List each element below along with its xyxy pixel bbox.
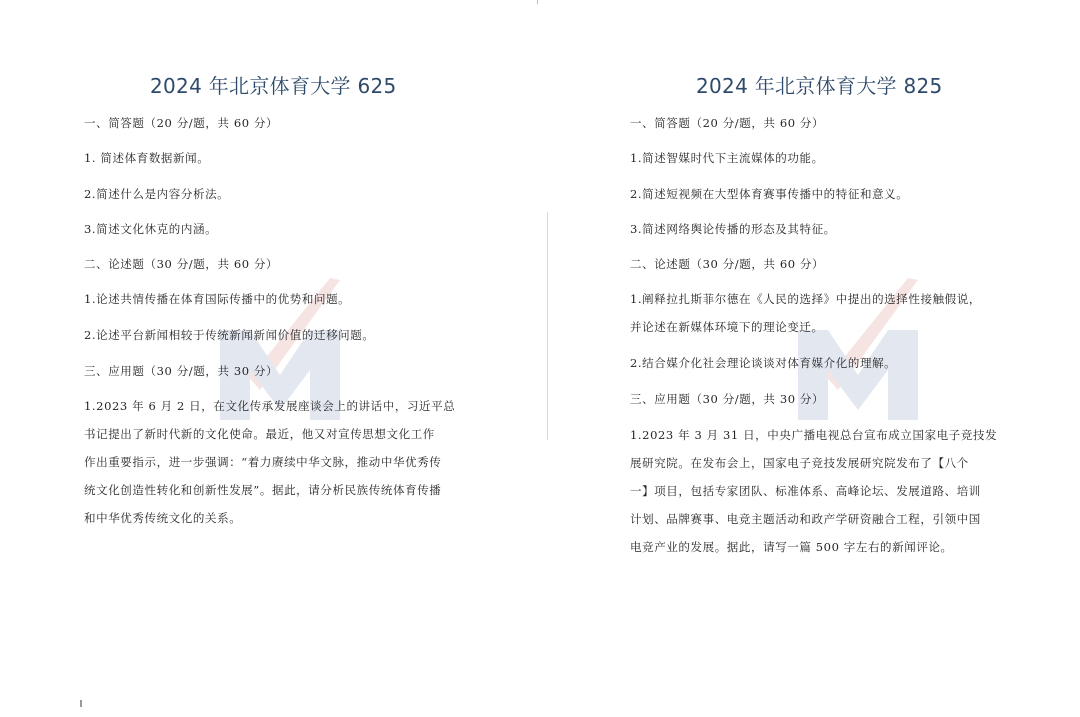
question-item: 2.结合媒介化社会理论谈谈对体育媒介化的理解。 — [630, 356, 897, 370]
question-item: 3.简述文化休克的内涵。 — [84, 222, 218, 236]
page-title: 2024 年北京体育大学 825 — [696, 74, 943, 98]
paragraph-line: 1.阐释拉扎斯菲尔德在《人民的选择》中提出的选择性接触假说， — [630, 292, 981, 306]
section-heading: 一、简答题（20 分/题，共 60 分） — [84, 116, 279, 130]
paragraph-line: 电竞产业的发展。据此，请写一篇 500 字左右的新闻评论。 — [630, 540, 953, 554]
paragraph-line: 统文化创造性转化和创新性发展”。据此，请分析民族传统体育传播 — [84, 483, 442, 497]
question-paragraph — [630, 421, 997, 561]
paragraph-line: 作出重要指示，进一步强调：“着力赓续中华文脉，推动中华优秀传 — [84, 455, 442, 469]
question-item: 2.简述短视频在大型体育赛事传播中的特征和意义。 — [630, 187, 909, 201]
paragraph-line: 展研究院。在发布会上，国家电子竞技发展研究院发布了【八个 — [630, 456, 969, 470]
question-paragraph — [84, 392, 455, 532]
section-heading: 三、应用题（30 分/题，共 30 分） — [84, 364, 279, 378]
paragraph-line: 1.2023 年 6 月 2 日，在文化传承发展座谈会上的讲话中，习近平总 — [84, 399, 456, 413]
question-item: 1.简述智媒时代下主流媒体的功能。 — [630, 151, 824, 165]
paragraph-line: 一】项目，包括专家团队、标准体系、高峰论坛、发展道路、培训 — [630, 484, 981, 498]
paragraph-line: 书记提出了新时代新的文化使命。最近，他又对宣传思想文化工作 — [84, 427, 435, 441]
question-item: 3.简述网络舆论传播的形态及其特征。 — [630, 222, 836, 236]
section-heading: 二、论述题（30 分/题，共 60 分） — [84, 257, 279, 271]
section-heading: 二、论述题（30 分/题，共 60 分） — [630, 257, 825, 271]
corner-mark — [80, 700, 82, 707]
question-item: 2.论述平台新闻相较于传统新闻新闻价值的迁移问题。 — [84, 328, 375, 342]
page-title: 2024 年北京体育大学 625 — [150, 74, 397, 98]
question-item: 1.论述共情传播在体育国际传播中的优势和问题。 — [84, 292, 351, 306]
right-document-page — [548, 0, 1080, 717]
section-heading: 三、应用题（30 分/题，共 30 分） — [630, 392, 825, 406]
section-heading: 一、简答题（20 分/题，共 60 分） — [630, 116, 825, 130]
paragraph-line: 并论述在新媒体环境下的理论变迁。 — [630, 320, 824, 334]
question-item: 2.简述什么是内容分析法。 — [84, 187, 230, 201]
paragraph-line: 计划、品牌赛事、电竞主题活动和政产学研资融合工程，引领中国 — [630, 512, 981, 526]
question-item: 1. 简述体育数据新闻。 — [84, 151, 210, 165]
question-paragraph — [630, 285, 981, 341]
paragraph-line: 和中华优秀传统文化的关系。 — [84, 511, 242, 525]
paragraph-line: 1.2023 年 3 月 31 日，中央广播电视总台宣布成立国家电子竞技发 — [630, 428, 998, 442]
